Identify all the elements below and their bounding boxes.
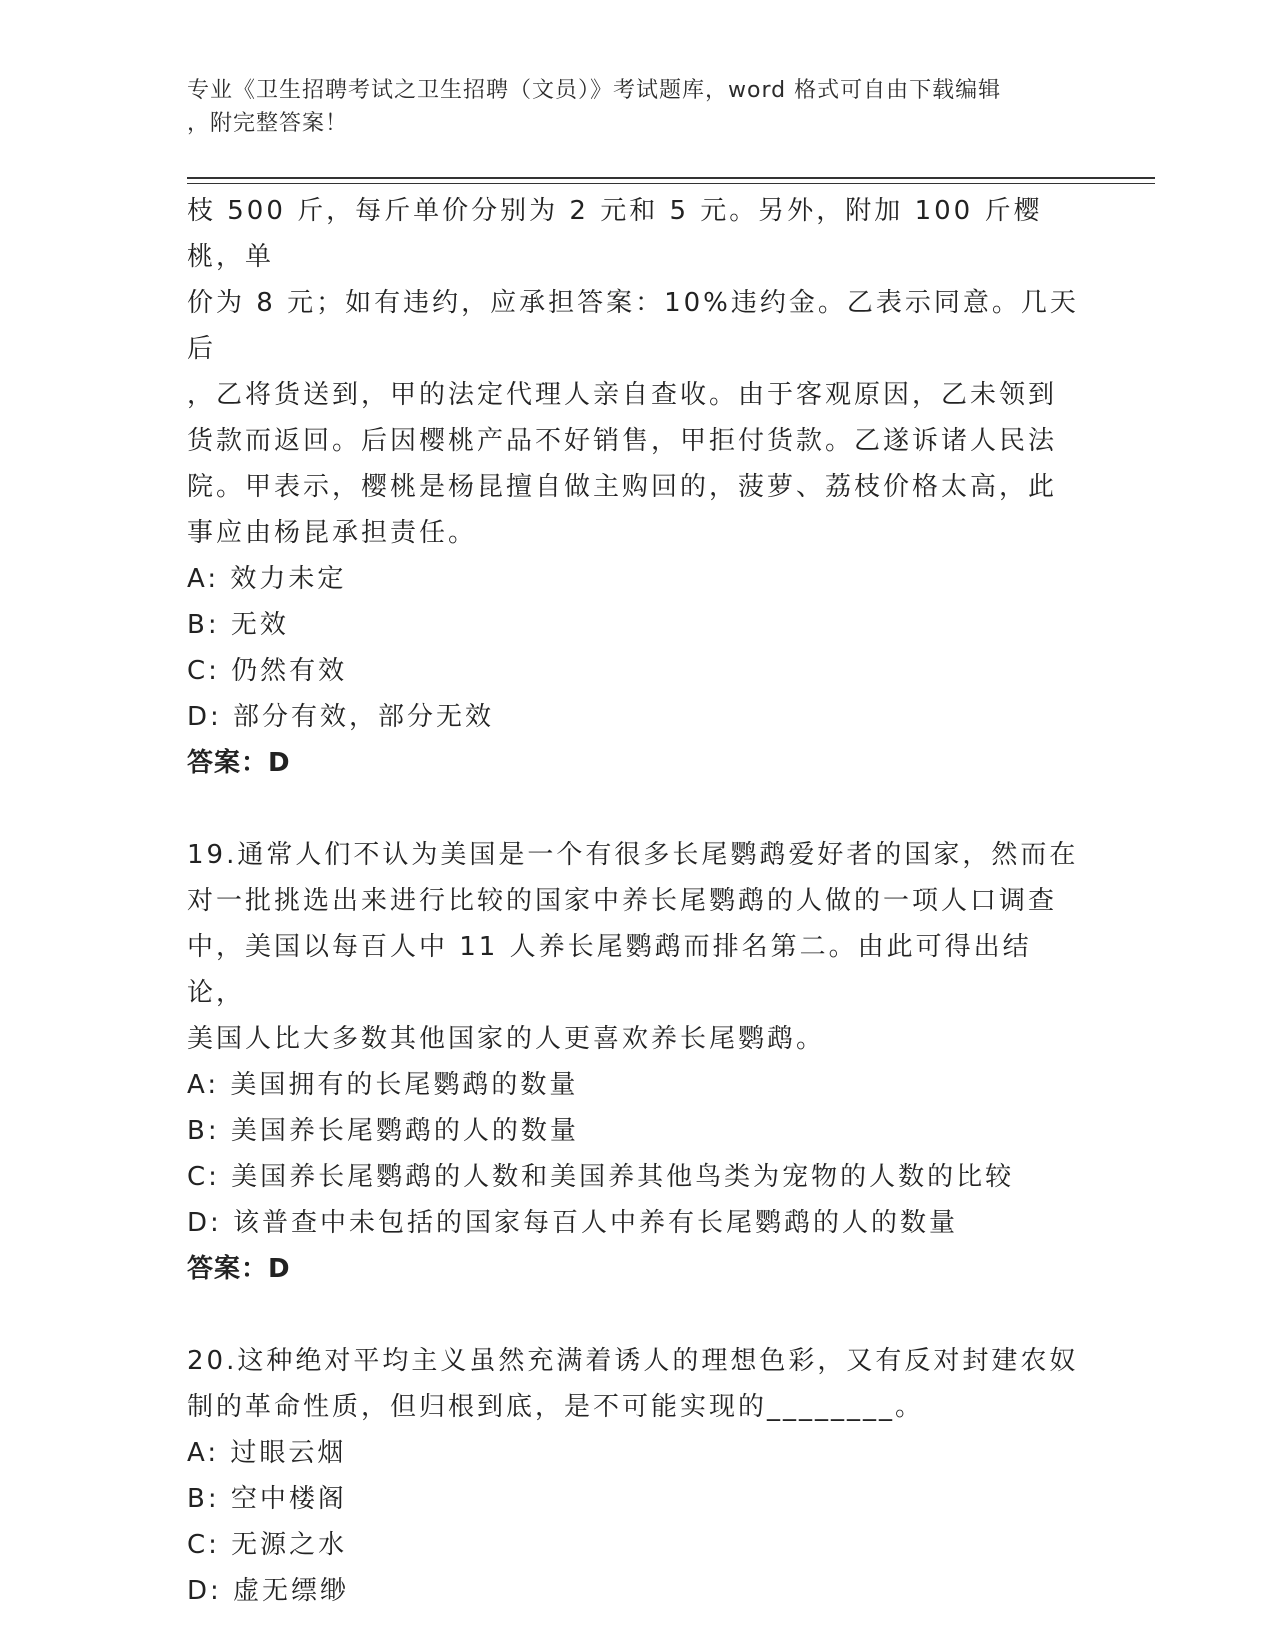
question-18-stem bbox=[187, 188, 1087, 556]
option-c: C: 无源之水 bbox=[187, 1530, 348, 1560]
stem-line: 货款而返回。后因樱桃产品不好销售，甲拒付货款。乙遂诉诸人民法 bbox=[187, 426, 1058, 456]
stem-line: ，乙将货送到，甲的法定代理人亲自查收。由于客观原因，乙未领到 bbox=[187, 380, 1058, 410]
stem-line: 枝 500 斤，每斤单价分别为 2 元和 5 元。另外，附加 100 斤樱桃，单 bbox=[187, 196, 1043, 272]
option-a: A: 效力未定 bbox=[187, 564, 347, 594]
stem-line: 制的革命性质，但归根到底，是不可能实现的________。 bbox=[187, 1392, 925, 1422]
answer: 答案：D bbox=[187, 748, 291, 778]
question-18 bbox=[187, 188, 1087, 786]
stem-line: 美国人比大多数其他国家的人更喜欢养长尾鹦鹉。 bbox=[187, 1024, 826, 1054]
option-a: A: 过眼云烟 bbox=[187, 1438, 347, 1468]
question-20-stem bbox=[187, 1338, 1087, 1430]
question-20 bbox=[187, 1338, 1087, 1614]
option-c: C: 美国养长尾鹦鹉的人数和美国养其他鸟类为宠物的人数的比较 bbox=[187, 1162, 1015, 1192]
option-d: D: 部分有效，部分无效 bbox=[187, 702, 495, 732]
option-a: A: 美国拥有的长尾鹦鹉的数量 bbox=[187, 1070, 579, 1100]
stem-line: 价为 8 元；如有违约，应承担答案：10%违约金。乙表示同意。几天后 bbox=[187, 288, 1079, 364]
option-d: D: 该普查中未包括的国家每百人中养有长尾鹦鹉的人的数量 bbox=[187, 1208, 959, 1238]
option-c: C: 仍然有效 bbox=[187, 656, 348, 686]
stem-line: 19.通常人们不认为美国是一个有很多长尾鹦鹉爱好者的国家，然而在 bbox=[187, 840, 1079, 870]
header-divider-thin bbox=[187, 183, 1155, 184]
document-header bbox=[187, 74, 1067, 140]
option-b: B: 美国养长尾鹦鹉的人的数量 bbox=[187, 1116, 579, 1146]
option-d: D: 虚无缥缈 bbox=[187, 1576, 350, 1606]
option-b: B: 无效 bbox=[187, 610, 289, 640]
question-19 bbox=[187, 832, 1087, 1292]
stem-line: 院。甲表示，樱桃是杨昆擅自做主购回的，菠萝、荔枝价格太高，此 bbox=[187, 472, 1058, 502]
stem-line: 中，美国以每百人中 11 人养长尾鹦鹉而排名第二。由此可得出结论， bbox=[187, 932, 1032, 1008]
option-b: B: 空中楼阁 bbox=[187, 1484, 347, 1514]
answer: 答案：D bbox=[187, 1254, 291, 1284]
question-19-stem bbox=[187, 832, 1087, 1062]
spacer bbox=[187, 1292, 1087, 1338]
spacer bbox=[187, 786, 1087, 832]
header-line-2: ，附完整答案！ bbox=[187, 111, 349, 136]
header-line-1: 专业《卫生招聘考试之卫生招聘（文员）》考试题库，word 格式可自由下载编辑 bbox=[187, 78, 1002, 103]
stem-line: 事应由杨昆承担责任。 bbox=[187, 518, 478, 548]
stem-line: 对一批挑选出来进行比较的国家中养长尾鹦鹉的人做的一项人口调查 bbox=[187, 886, 1058, 916]
stem-line: 20.这种绝对平均主义虽然充满着诱人的理想色彩，又有反对封建农奴 bbox=[187, 1346, 1079, 1376]
header-divider-thick bbox=[187, 177, 1155, 179]
question-content bbox=[187, 188, 1087, 1614]
